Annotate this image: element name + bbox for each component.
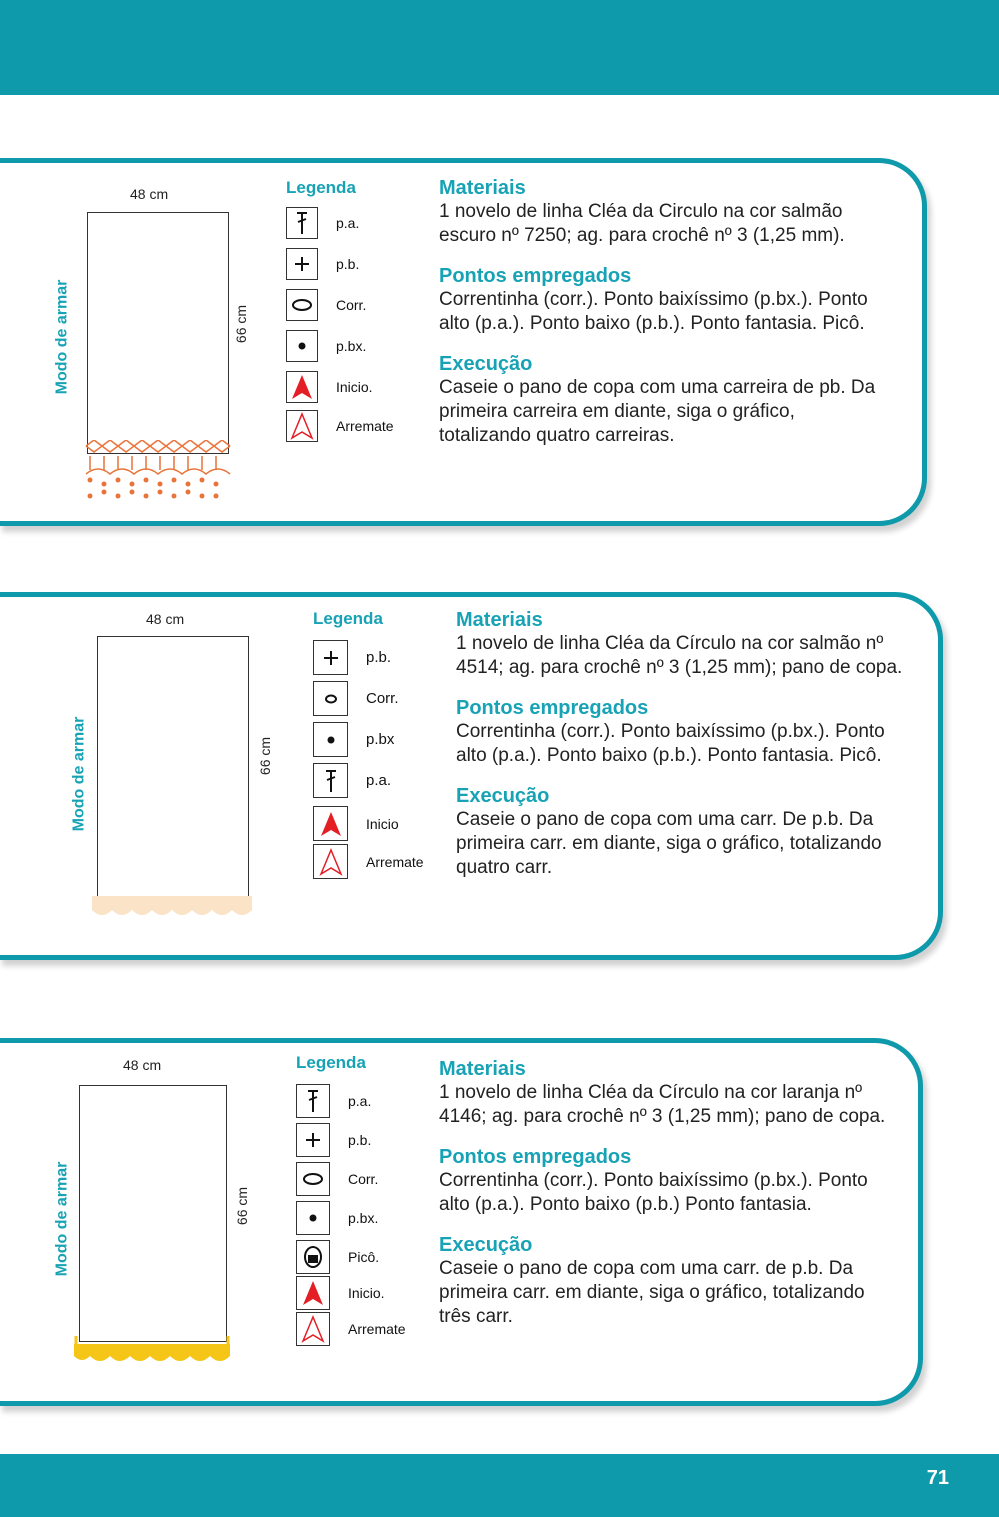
picot-icon [296, 1240, 330, 1274]
single-crochet-icon [296, 1123, 330, 1157]
legend-item: p.b. [313, 640, 391, 675]
execution-text: Caseie o pano de copa com uma carreira de pb. Da primeira carreira em diante, siga o gráfico, totalizando quatro carreiras. [439, 377, 876, 446]
stitches-heading: Pontos empregados [439, 1146, 632, 1168]
start-arrow-icon [286, 371, 318, 403]
start-arrow-icon [296, 1276, 330, 1310]
execution-text: Caseie o pano de copa com uma carr. de p.b. Da primeira carr. em diante, siga o gráfico, totalizando três carr. [439, 1258, 865, 1327]
treble-crochet-icon [313, 763, 348, 798]
legend-item: p.b. [286, 248, 359, 280]
treble-crochet-icon [296, 1084, 330, 1118]
materials-text: 1 novelo de linha Cléa da Círculo na cor salmão nº 4514; ag. para crochê nº 3 (1,25 mm); pano de copa. [456, 633, 903, 678]
legend-item: Inicio. [286, 371, 373, 403]
height-label: 66 cm [234, 1186, 251, 1226]
treble-crochet-icon [286, 207, 318, 239]
chain-stitch-icon [286, 289, 318, 321]
stitches-heading: Pontos empregados [439, 265, 632, 287]
page-number: 71 [926, 1467, 949, 1489]
finish-arrow-icon [286, 410, 318, 442]
crochet-trim-diagram [74, 1336, 230, 1366]
legend-item: p.bx. [296, 1201, 378, 1235]
width-label: 48 cm [123, 1057, 162, 1073]
stitches-text: Correntinha (corr.). Ponto baixíssimo (p.bx.). Ponto alto (p.a.). Ponto baixo (p.b.). Ponto fantasia. Picô. [456, 721, 885, 766]
assembly-label: Modo de armar [70, 716, 88, 832]
stitches-text: Correntinha (corr.). Ponto baixíssimo (p.bx.). Ponto alto (p.a.). Ponto baixo (p.b.). Ponto fantasia. Picô. [439, 289, 868, 334]
legend-title: Legenda [286, 178, 356, 197]
legend-item: p.b. [296, 1123, 371, 1157]
execution-heading: Execução [439, 353, 533, 375]
materials-text: 1 novelo de linha Cléa da Circulo na cor salmão escuro nº 7250; ag. para crochê nº 3 (1,25 mm). [439, 201, 845, 246]
slip-stitch-icon [313, 722, 348, 757]
legend-item: p.a. [313, 763, 391, 798]
height-label: 66 cm [233, 304, 250, 344]
finish-arrow-icon [313, 844, 348, 879]
towel-diagram [87, 212, 229, 454]
legend-item: Picô. [296, 1240, 379, 1274]
single-crochet-icon [313, 640, 348, 675]
instructions [439, 176, 889, 464]
crochet-trim-diagram [84, 440, 232, 504]
chain-stitch-icon [313, 681, 348, 716]
towel-diagram [97, 636, 249, 898]
single-crochet-icon [286, 248, 318, 280]
execution-heading: Execução [456, 785, 550, 807]
instructions [439, 1057, 899, 1345]
legend-item: p.a. [296, 1084, 371, 1118]
legend-item: Inicio. [296, 1276, 385, 1310]
execution-heading: Execução [439, 1234, 533, 1256]
materials-heading: Materiais [439, 1058, 526, 1080]
materials-heading: Materiais [439, 177, 526, 199]
stitches-heading: Pontos empregados [456, 697, 649, 719]
width-label: 48 cm [130, 186, 169, 202]
slip-stitch-icon [296, 1201, 330, 1235]
start-arrow-icon [313, 806, 348, 841]
crochet-trim-diagram [92, 896, 252, 920]
legend-item: Arremate [296, 1312, 406, 1346]
chain-stitch-icon [296, 1162, 330, 1196]
materials-text: 1 novelo de linha Cléa da Círculo na cor laranja nº 4146; ag. para crochê nº 3 (1,25 mm); pano de copa. [439, 1082, 886, 1127]
legend-item: Corr. [286, 289, 366, 321]
bottom-banner [0, 1454, 999, 1517]
legend-item: p.a. [286, 207, 359, 239]
assembly-label: Modo de armar [53, 1161, 71, 1277]
stitches-text: Correntinha (corr.). Ponto baixíssimo (p.bx.). Ponto alto (p.a.). Ponto baixo (p.b.) Ponto fantasia. [439, 1170, 868, 1215]
assembly-label: Modo de armar [53, 279, 71, 395]
towel-diagram [79, 1085, 227, 1342]
legend-item: p.bx [313, 722, 394, 757]
legend-item: p.bx. [286, 330, 366, 362]
execution-text: Caseie o pano de copa com uma carr. De p.b. Da primeira carr. em diante, siga o gráfico, totalizando quatro carr. [456, 809, 882, 878]
legend-item: Arremate [286, 410, 394, 442]
top-banner [0, 0, 999, 95]
legend-item: Arremate [313, 844, 424, 879]
slip-stitch-icon [286, 330, 318, 362]
legend-item: Inicio [313, 806, 399, 841]
legend-item: Corr. [296, 1162, 378, 1196]
legend-title: Legenda [313, 609, 383, 628]
materials-heading: Materiais [456, 609, 543, 631]
instructions [456, 608, 916, 896]
finish-arrow-icon [296, 1312, 330, 1346]
legend-item: Corr. [313, 681, 399, 716]
legend-title: Legenda [296, 1053, 366, 1072]
height-label: 66 cm [257, 736, 274, 776]
width-label: 48 cm [146, 611, 185, 627]
